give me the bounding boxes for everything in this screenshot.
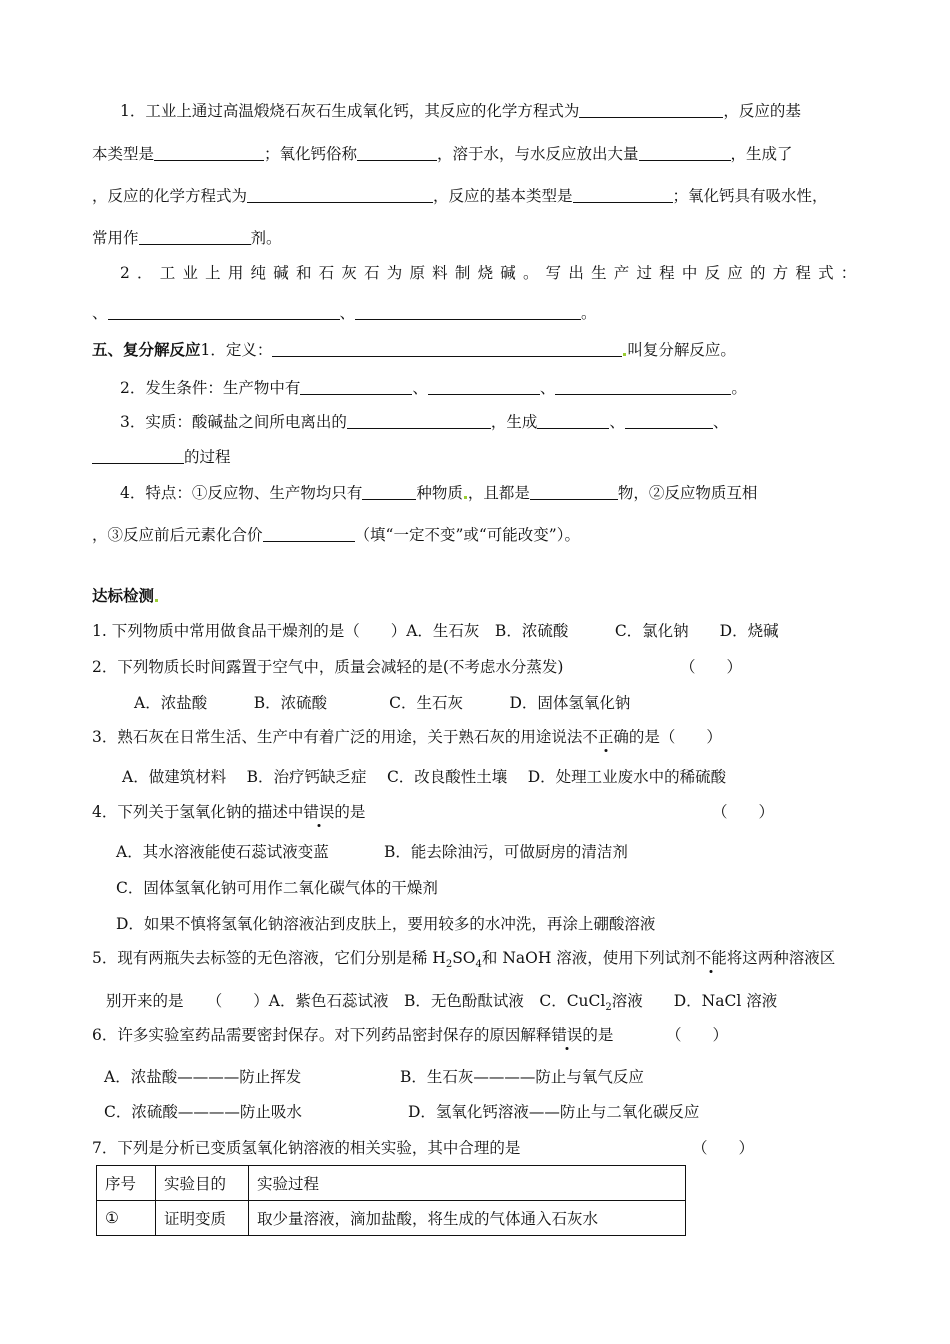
essence-line (120, 411, 728, 433)
answer-blank[interactable] (573, 187, 673, 203)
test-title-text: 达标检测 (92, 586, 155, 605)
question-6 (92, 1024, 613, 1046)
experiment-table (96, 1165, 686, 1236)
q6-option-a: A．浓盐酸————防止挥发 (104, 1068, 302, 1086)
def-label: 1．定义： (200, 341, 273, 359)
answer-blank[interactable] (579, 102, 723, 118)
table-cell: ① (97, 1201, 156, 1236)
q5-stem-a: 5．现有两瓶失去标签的无色溶液，它们分别是稀 H (92, 949, 446, 967)
feature-line (120, 482, 757, 504)
table-row (97, 1201, 686, 1236)
answer-blank[interactable] (625, 413, 713, 429)
q6-option-d: D．氢氧化钙溶液——防止与二氧化碳反应 (408, 1103, 700, 1121)
answer-blank[interactable] (555, 379, 731, 395)
question-2 (92, 656, 563, 678)
answer-blank[interactable] (428, 379, 540, 395)
question-3 (92, 726, 722, 748)
q1-text-k: 剂。 (250, 229, 282, 247)
q5-sub-2: 4 (475, 959, 482, 971)
answer-blank[interactable] (639, 145, 731, 161)
q6-option-c: C．浓硫酸————防止吸水 (104, 1103, 302, 1121)
answer-blank[interactable] (355, 304, 581, 320)
q1-text-d: ；氧化钙俗称 (264, 145, 358, 163)
q5-line-2 (106, 990, 777, 1019)
q4-option-b: B．能去除油污，可做厨房的清洁剂 (384, 843, 628, 861)
q4-option-c: C．固体氢氧化钠可用作二氧化碳气体的干燥剂 (116, 879, 438, 897)
q2-answer-paren[interactable]: （ ） (680, 658, 743, 676)
feature-line-2 (92, 524, 580, 546)
q1-text-a: 1．工业上通过高温煅烧石灰石生成氧化钙，其反应的化学方程式为 (120, 102, 580, 120)
q4-option-d: D．如果不慎将氢氧化钠溶液沾到皮肤上，要用较多的水冲洗，再涂上硼酸溶液 (116, 915, 656, 933)
q2-end: 。 (581, 304, 597, 322)
feat-label: 4．特点：①反应物、生产物均只有 (120, 484, 363, 502)
q1-text-f: ，生成了 (730, 145, 793, 163)
answer-blank[interactable] (362, 484, 416, 500)
marker-dot (155, 599, 158, 602)
answer-blank[interactable] (530, 484, 618, 500)
question-7: 7．下列是分析已变质氢氧化钠溶液的相关实验，其中合理的是 (92, 1139, 521, 1157)
answer-blank[interactable] (263, 526, 355, 542)
q2-line-1: 2．工业上用纯碱和石灰石为原料制烧碱。写出生产过程中反应的方程式： (120, 264, 864, 282)
ess-sep: 、 (609, 413, 625, 431)
q3-options: A．做建筑材料 B．治疗钙缺乏症 C．改良酸性土壤 D．处理工业废水中的稀硫酸 (122, 768, 727, 786)
q1-text-i: ；氧化钙具有吸水性， (672, 187, 828, 205)
feat-f: （填“一定不变”或“可能改变”）。 (354, 526, 580, 544)
question-5 (92, 947, 835, 976)
q1-line-2 (92, 143, 793, 165)
q7-answer-paren[interactable]: （ ） (692, 1139, 755, 1157)
q4-emphasis: 错误 (303, 803, 335, 821)
marker-dot (623, 353, 626, 356)
q3-stem-b: 的是（ ） (628, 728, 722, 746)
q6-stem-b: 的是 (582, 1026, 614, 1044)
q1-line-4 (92, 227, 282, 249)
table-header-row (97, 1166, 686, 1201)
answer-blank[interactable] (154, 145, 264, 161)
q6-option-b: B．生石灰————防止与氧气反应 (400, 1068, 644, 1086)
feat-c: ，且都是 (467, 484, 530, 502)
answer-blank[interactable] (272, 341, 622, 357)
q4-answer-paren[interactable]: （ ） (712, 803, 775, 821)
q5-stem-c: 和 NaOH 溶液，使用下列试剂 (481, 949, 696, 967)
feat-b: 种物质 (416, 484, 463, 502)
q5-stem-b: SO (452, 949, 476, 967)
q1-text-b: ，反应的基 (723, 102, 801, 120)
q1-line-1 (120, 100, 801, 122)
table-header-cell: 序号 (97, 1166, 156, 1201)
q1-text-e: ，溶于水，与水反应放出大量 (437, 145, 639, 163)
q5-emphasis: 不能 (695, 949, 727, 967)
table-cell: 证明变质 (156, 1201, 249, 1236)
feat-d: 物，②反应物质互相 (617, 484, 758, 502)
feat-e: ，③反应前后元素化合价 (92, 526, 263, 544)
q6-emphasis: 错误 (551, 1026, 583, 1044)
marker-dot (464, 496, 467, 499)
cond-sep: 、 (412, 379, 428, 397)
q4-stem-b: 的是 (334, 803, 366, 821)
q4-stem-a: 4．下列关于氢氧化钠的描述中 (92, 803, 304, 821)
table-header-cell: 实验目的 (156, 1166, 249, 1201)
cond-end: 。 (731, 379, 747, 397)
q5-sub-3: 2 (605, 1002, 612, 1014)
answer-blank[interactable] (347, 413, 491, 429)
q1-stem: . 下列物质中常用做食品干燥剂的是（ ）A．生石灰 B．浓硫酸 C．氯化钠 D．烧碱 (101, 622, 779, 640)
test-title (92, 585, 159, 607)
ess-end: 的过程 (184, 448, 231, 466)
cond-sep: 、 (539, 379, 556, 397)
answer-blank[interactable] (537, 413, 609, 429)
q1-text-h: ，反应的基本类型是 (433, 187, 573, 205)
q5-options-a: 别开来的是 （ ）A．紫色石蕊试液 B．无色酚酞试液 C．CuCl (106, 992, 606, 1010)
cond-label: 2．发生条件：生产物中有 (120, 379, 301, 397)
q1-text-j: 常用作 (92, 229, 139, 247)
q2-sep-b: 、 (339, 304, 356, 322)
q1-number: 1 (92, 622, 102, 640)
answer-blank[interactable] (92, 448, 184, 464)
definition-line (92, 339, 736, 361)
answer-blank[interactable] (108, 304, 340, 320)
q4-option-a: A．其水溶液能使石蕊试液变蓝 (116, 843, 329, 861)
answer-blank[interactable] (139, 229, 251, 245)
q3-emphasis: 不正确 (582, 728, 629, 746)
q2-sep-a: 、 (92, 304, 108, 322)
ess-sep: 、 (712, 413, 729, 431)
q5-sub-1: 2 (445, 959, 453, 971)
question-4 (92, 801, 365, 823)
q2-line-2 (92, 302, 597, 324)
ess-label: 3．实质：酸碱盐之间所电离出的 (120, 413, 347, 431)
condition-line (120, 377, 747, 399)
def-suffix: 叫复分解反应。 (627, 341, 736, 359)
q5-options-b: 溶液 D．NaCl 溶液 (611, 992, 778, 1010)
q3-stem-a: 3．熟石灰在日常生活、生产中有着广泛的用途，关于熟石灰的用途说法 (92, 728, 583, 746)
section-title: 五、复分解反应 (92, 340, 201, 359)
ess-mid: ，生成 (490, 413, 538, 431)
table-header-cell: 实验过程 (249, 1166, 686, 1201)
answer-blank[interactable] (300, 379, 412, 395)
answer-blank[interactable] (357, 145, 437, 161)
q2-stem: 2．下列物质长时间露置于空气中，质量会减轻的是(不考虑水分蒸发) (92, 658, 564, 676)
q5-stem-d: 将这两种溶液区 (726, 949, 836, 967)
answer-blank[interactable] (247, 187, 433, 203)
q1-text-g: ，反应的化学方程式为 (92, 187, 248, 205)
table-cell: 取少量溶液，滴加盐酸，将生成的气体通入石灰水 (249, 1201, 686, 1236)
q2-options: A．浓盐酸 B．浓硫酸 C．生石灰 D．固体氢氧化钠 (134, 694, 631, 712)
question-1 (92, 620, 779, 642)
q6-answer-paren[interactable]: （ ） (666, 1026, 729, 1044)
q1-text-c: 本类型是 (92, 145, 155, 163)
essence-line-2 (92, 446, 231, 468)
q6-stem-a: 6．许多实验室药品需要密封保存。对下列药品密封保存的原因解释 (92, 1026, 552, 1044)
q1-line-3 (92, 185, 828, 207)
